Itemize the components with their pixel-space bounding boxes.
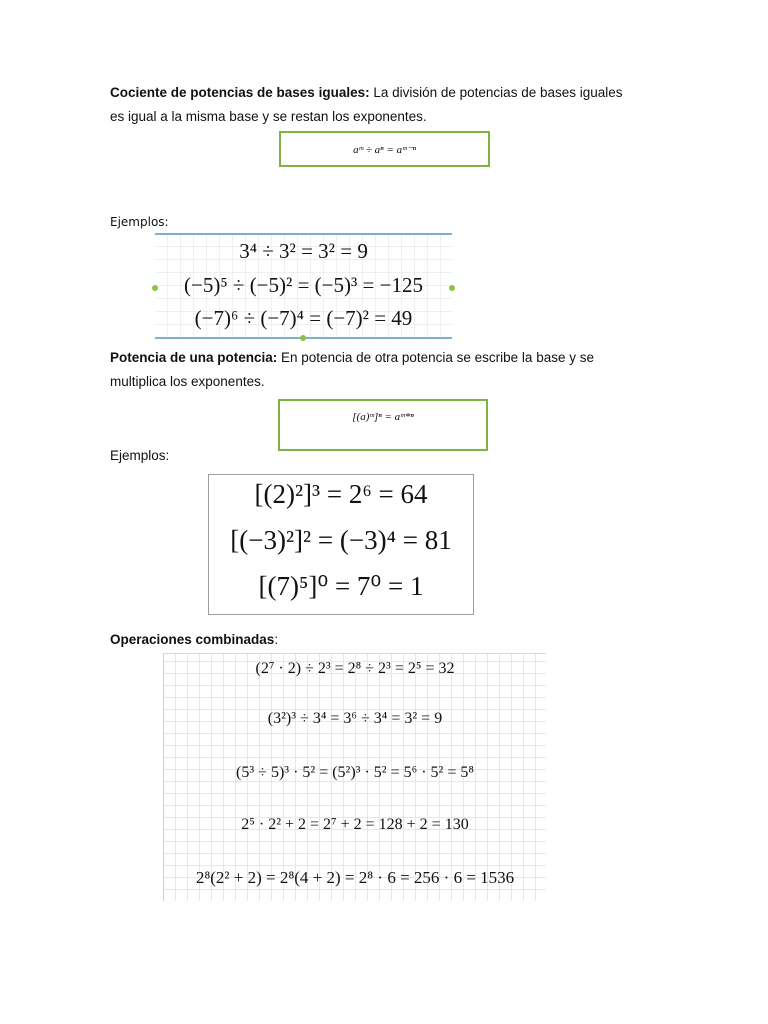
section3-example-1: (2⁷ · 2) ÷ 2³ = 2⁸ ÷ 2³ = 2⁵ = 32 [255,660,455,677]
section2-examples-label: Ejemplos: [110,448,170,463]
section1-examples-image [155,233,452,339]
section2-heading: Potencia de una potencia: [110,350,278,365]
section2-text-line2: multiplica los exponentes. [110,374,265,389]
section2-text-line1: En potencia de otra potencia se escribe la base y se [277,350,594,365]
resize-handle-icon [300,335,306,341]
section2-paragraph-line1 [110,346,594,370]
section3-example-4: 2⁵ · 2² + 2 = 2⁷ + 2 = 128 + 2 = 130 [241,816,469,833]
section1-heading: Cociente de potencias de bases iguales: [110,85,370,100]
section1-text-line1: La división de potencias de bases iguales [369,85,623,100]
section1-text-line2: es igual a la misma base y se restan los exponentes. [110,109,427,124]
section2-example-1: [(2)²]³ = 2⁶ = 64 [254,479,428,509]
section1-examples-label: Ejemplos: [110,215,169,229]
section1-example-3: (−7)⁶ ÷ (−7)⁴ = (−7)² = 49 [194,306,413,330]
section1-formula-box [279,131,490,167]
section3-heading: Operaciones combinadas [110,632,275,647]
section3-colon: : [274,632,279,647]
section2-formula: [(a)ᵐ]ⁿ = aᵐ*ⁿ [352,411,414,423]
section1-example-2: (−5)⁵ ÷ (−5)² = (−5)³ = −125 [184,273,423,297]
section1-example-1: 3⁴ ÷ 3² = 3² = 9 [239,239,368,263]
section3-examples-image [163,653,546,901]
section1-formula: aᵐ ÷ aⁿ = aᵐ⁻ⁿ [353,143,416,156]
section2-example-3: [(7)⁵]⁰ = 7⁰ = 1 [258,571,424,601]
section3-example-3: (5³ ÷ 5)³ · 5² = (5²)³ · 5² = 5⁶ · 5² = 5⁸ [236,764,474,781]
section3-example-2: (3²)³ ÷ 3⁴ = 3⁶ ÷ 3⁴ = 3² = 9 [267,710,443,727]
section2-examples-image [208,474,474,615]
section2-formula-box [278,399,488,451]
section3-heading-line [110,628,278,652]
section3-example-5: 2⁸(2² + 2) = 2⁸(4 + 2) = 2⁸ · 6 = 256 · 6 = 1536 [195,868,515,887]
section2-example-2: [(−3)²]² = (−3)⁴ = 81 [230,525,452,555]
section1-paragraph-line1 [110,81,623,105]
